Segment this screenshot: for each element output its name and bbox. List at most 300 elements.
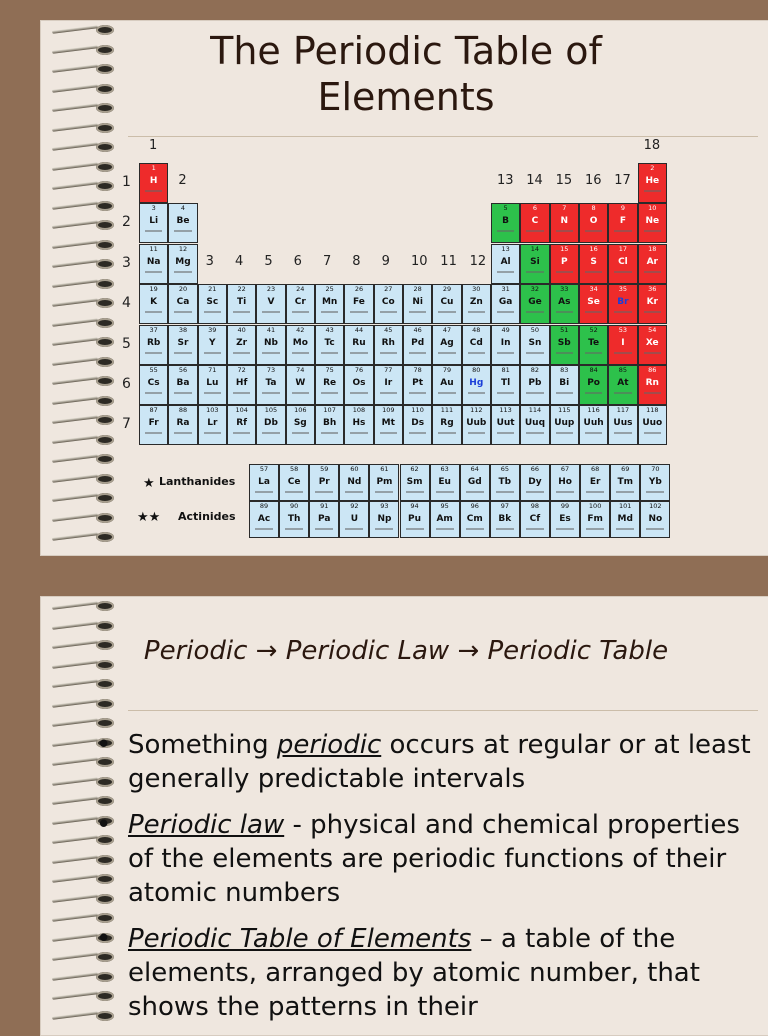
atomic-mass-mark [255, 491, 273, 493]
ring-icon [52, 143, 120, 151]
element-symbol: Tc [324, 337, 335, 348]
atomic-number: 67 [560, 465, 570, 473]
group-label-17: 17 [614, 173, 631, 188]
atomic-number: 101 [619, 502, 632, 510]
ring-icon [52, 377, 120, 385]
element-tl [491, 365, 520, 405]
element-es [550, 501, 580, 538]
element-ge [520, 284, 549, 324]
atomic-number: 53 [618, 325, 628, 334]
atomic-number: 115 [558, 406, 571, 415]
atomic-mass-mark [438, 352, 455, 354]
ring-icon [52, 680, 120, 688]
atomic-number: 62 [410, 465, 419, 473]
element-symbol: Al [500, 256, 511, 267]
element-sc [198, 284, 227, 324]
element-sr [168, 325, 197, 365]
element-symbol: Eu [438, 477, 451, 487]
element-symbol: Pa [318, 514, 331, 524]
atomic-mass-mark [350, 311, 367, 313]
ring-icon [52, 163, 120, 171]
element-symbol: Mo [292, 337, 308, 348]
atomic-number: 26 [354, 285, 364, 294]
atomic-number: 46 [413, 325, 422, 334]
element-pa [309, 501, 339, 538]
element-co [374, 284, 403, 324]
element-symbol: Md [617, 514, 633, 524]
atomic-number: 55 [149, 366, 158, 374]
element-sn [520, 325, 549, 365]
atomic-mass-mark [145, 230, 162, 232]
element-symbol: Sn [528, 337, 542, 348]
element-ir [374, 365, 403, 405]
atomic-mass-mark [556, 352, 573, 354]
element-symbol: Br [617, 297, 629, 308]
element-symbol: Uus [613, 418, 633, 429]
element-rg [432, 405, 461, 445]
element-re [315, 365, 344, 405]
atomic-number: 49 [501, 325, 510, 334]
atomic-number: 20 [178, 285, 188, 294]
atomic-mass-mark [345, 491, 363, 493]
atomic-mass-mark [497, 392, 514, 394]
atomic-number: 23 [266, 285, 276, 294]
atomic-mass-mark [145, 432, 162, 434]
atomic-number: 22 [237, 285, 246, 294]
element-symbol: Ar [646, 256, 658, 267]
atomic-mass-mark [233, 352, 250, 354]
element-uus [608, 405, 637, 445]
atomic-number: 105 [264, 406, 278, 415]
element-ce [279, 464, 309, 501]
element-symbol: Cd [469, 337, 483, 348]
element-rf [227, 405, 256, 445]
element-np [369, 501, 399, 538]
element-symbol: La [258, 477, 270, 487]
element-s [579, 244, 608, 284]
atomic-number: 10 [648, 204, 657, 213]
element-symbol: Gd [467, 477, 482, 487]
ring-icon [52, 1012, 120, 1020]
atomic-mass-mark [438, 392, 455, 394]
element-bk [490, 501, 520, 538]
atomic-number: 77 [384, 366, 393, 374]
ring-icon [52, 280, 120, 288]
atomic-number: 70 [651, 465, 660, 473]
atomic-number: 56 [178, 366, 188, 374]
element-symbol: Ge [528, 297, 542, 308]
atomic-number: 48 [472, 325, 481, 334]
element-y [198, 325, 227, 365]
group-label-1: 1 [149, 138, 158, 153]
element-db [256, 405, 285, 445]
element-symbol: Uut [496, 418, 515, 429]
atomic-number: 75 [325, 366, 334, 374]
slide-heading: Periodic → Periodic Law → Periodic Table [143, 636, 669, 666]
element-symbol: Ta [265, 378, 277, 388]
atomic-mass-mark [497, 271, 514, 273]
atomic-number: 91 [320, 502, 329, 510]
element-ca [168, 284, 197, 324]
group-label-16: 16 [584, 173, 602, 188]
atomic-mass-mark [409, 432, 426, 434]
atomic-mass-mark [526, 432, 543, 434]
element-uuq [520, 405, 549, 445]
atomic-number: 31 [501, 285, 510, 294]
element-symbol: Po [587, 378, 600, 388]
atomic-mass-mark [614, 230, 631, 232]
atomic-number: 6 [532, 204, 538, 213]
element-symbol: Mn [321, 297, 338, 308]
element-na [139, 244, 168, 284]
element-cm [460, 501, 490, 538]
element-u [339, 501, 369, 538]
element-symbol: Y [209, 337, 216, 348]
element-symbol: Es [559, 514, 571, 524]
atomic-mass-mark [556, 432, 573, 434]
atomic-number: 102 [649, 502, 662, 510]
element-uut [491, 405, 520, 445]
atomic-mass-mark [497, 432, 514, 434]
element-as [550, 284, 579, 324]
element-zn [462, 284, 491, 324]
atomic-mass-mark [436, 491, 454, 493]
element-symbol: Uuh [583, 418, 604, 429]
atomic-number: 51 [560, 325, 569, 334]
element-cs [139, 365, 168, 405]
atomic-mass-mark [585, 352, 602, 354]
element-kr [638, 284, 667, 324]
element-symbol: Bi [559, 378, 570, 388]
element-symbol: Sm [406, 477, 423, 487]
element-symbol: Be [176, 216, 190, 227]
ring-icon [52, 602, 120, 610]
atomic-mass-mark [375, 528, 393, 530]
atomic-number: 112 [470, 406, 483, 415]
element-pm [369, 464, 399, 501]
element-zr [227, 325, 256, 365]
element-symbol: K [150, 297, 158, 308]
ring-icon [52, 338, 120, 346]
element-symbol: Nd [347, 477, 362, 487]
atomic-number: 78 [413, 366, 422, 374]
star-icon: ★ [143, 476, 155, 491]
atomic-number: 58 [290, 465, 299, 473]
ring-icon [52, 778, 120, 786]
atomic-number: 98 [530, 502, 540, 510]
atomic-number: 36 [648, 285, 657, 294]
atomic-number: 64 [470, 465, 479, 473]
element-te [579, 325, 608, 365]
group-label-14: 14 [526, 173, 543, 188]
element-symbol: Au [440, 378, 454, 388]
atomic-mass-mark [321, 311, 338, 313]
atomic-number: 114 [528, 406, 542, 415]
element-symbol: Ag [440, 337, 454, 348]
ring-icon [52, 700, 120, 708]
atomic-mass-mark [466, 528, 484, 530]
atomic-number: 15 [560, 244, 569, 253]
atomic-mass-mark [556, 230, 573, 232]
element-symbol: Pr [318, 477, 330, 487]
element-p [550, 244, 579, 284]
bullet-periodic: Something periodic occurs at regular or at least generally predictable intervals [128, 730, 751, 794]
atomic-mass-mark [614, 432, 631, 434]
element-symbol: Nb [263, 337, 278, 348]
atomic-mass-mark [204, 311, 221, 313]
atomic-mass-mark [174, 432, 191, 434]
atomic-number: 47 [442, 325, 452, 334]
atomic-mass-mark [496, 528, 514, 530]
atomic-number: 103 [206, 406, 219, 415]
element-symbol: Fm [587, 514, 603, 524]
element-mt [374, 405, 403, 445]
element-symbol: Sr [177, 337, 189, 348]
atomic-mass-mark [233, 392, 250, 394]
atomic-number: 16 [589, 244, 598, 253]
title-line-2: Elements [317, 75, 495, 119]
element-uub [462, 405, 491, 445]
element-er [580, 464, 610, 501]
element-li [139, 203, 168, 243]
element-mo [286, 325, 315, 365]
element-po [579, 365, 608, 405]
element-k [139, 284, 168, 324]
atomic-mass-mark [262, 352, 279, 354]
atomic-mass-mark [292, 432, 309, 434]
atomic-mass-mark [145, 311, 162, 313]
atomic-mass-mark [526, 491, 544, 493]
group-label-11: 11 [440, 254, 457, 269]
atomic-mass-mark [586, 528, 604, 530]
atomic-number: 30 [472, 285, 481, 294]
atomic-mass-mark [174, 271, 191, 273]
element-symbol: Zn [469, 297, 483, 308]
element-symbol: Cf [529, 514, 541, 524]
ring-icon [52, 475, 120, 483]
atomic-number: 100 [588, 502, 602, 510]
ring-icon [52, 436, 120, 444]
element-symbol: At [617, 378, 629, 388]
element-sm [400, 464, 430, 501]
atomic-mass-mark [644, 311, 661, 313]
atomic-number: 69 [621, 465, 630, 473]
element-mg [168, 244, 197, 284]
atomic-number: 59 [320, 465, 329, 473]
atomic-mass-mark [204, 432, 221, 434]
atomic-mass-mark [375, 491, 393, 493]
slide-title [40, 28, 768, 120]
ring-icon [52, 797, 120, 805]
ring-icon [52, 241, 120, 249]
heading-divider [128, 710, 758, 711]
element-symbol: Sb [557, 337, 571, 348]
group-label-4: 4 [234, 254, 244, 269]
element-la [249, 464, 279, 501]
atomic-mass-mark [466, 491, 484, 493]
element-pt [403, 365, 432, 405]
atomic-mass-mark [438, 311, 455, 313]
group-label-5: 5 [264, 254, 273, 269]
atomic-mass-mark [556, 528, 574, 530]
element-symbol: Tm [617, 477, 633, 487]
atomic-mass-mark [585, 271, 602, 273]
atomic-mass-mark [556, 392, 573, 394]
element-symbol: Tl [501, 378, 511, 388]
atomic-number: 89 [259, 502, 269, 510]
element-ni [403, 284, 432, 324]
atomic-mass-mark [292, 352, 309, 354]
atomic-number: 54 [648, 325, 657, 334]
element-bh [315, 405, 344, 445]
title-line-1: The Periodic Table of [210, 29, 602, 73]
atomic-number: 37 [149, 325, 158, 334]
element-uup [550, 405, 579, 445]
atomic-mass-mark [350, 392, 367, 394]
element-ac [249, 501, 279, 538]
atomic-mass-mark [321, 432, 338, 434]
ring-icon [52, 416, 120, 424]
element-symbol: Re [323, 378, 337, 388]
element-symbol: Ru [352, 337, 366, 348]
element-be [168, 203, 197, 243]
element-ar [638, 244, 667, 284]
atomic-mass-mark [614, 352, 631, 354]
atomic-number: 3 [151, 204, 156, 213]
atomic-number: 84 [589, 366, 598, 374]
group-label-3: 3 [205, 254, 214, 269]
element-ga [491, 284, 520, 324]
ring-icon [52, 397, 120, 405]
element-symbol: Bk [498, 514, 512, 524]
atomic-number: 71 [208, 366, 217, 374]
element-symbol: Ga [498, 297, 513, 308]
element-uuh [579, 405, 608, 445]
element-symbol: Hf [235, 378, 248, 388]
element-ta [256, 365, 285, 405]
element-symbol: Rf [236, 418, 248, 429]
group-label-18: 18 [643, 138, 661, 153]
ring-icon [52, 875, 120, 883]
element-symbol: Dy [528, 477, 542, 487]
title-divider [128, 136, 758, 137]
element-symbol: Na [146, 256, 161, 267]
atomic-number: 17 [618, 244, 628, 253]
atomic-mass-mark [556, 271, 573, 273]
element-symbol: Ce [287, 477, 301, 487]
atomic-mass-mark [350, 352, 367, 354]
atomic-mass-mark [644, 432, 661, 434]
element-symbol: B [502, 216, 510, 227]
atomic-mass-mark [556, 311, 573, 313]
element-ra [168, 405, 197, 445]
ring-icon [52, 202, 120, 210]
ring-icon [52, 455, 120, 463]
atomic-mass-mark [526, 230, 543, 232]
element-symbol: Ds [411, 418, 425, 429]
atomic-mass-mark [406, 528, 424, 530]
group-label-2: 2 [178, 173, 187, 188]
atomic-mass-mark [644, 392, 661, 394]
lanthanides-label: Lanthanides [159, 475, 236, 488]
atomic-mass-mark [614, 311, 631, 313]
element-symbol: U [350, 514, 358, 524]
element-am [430, 501, 460, 538]
element-symbol: Pm [376, 477, 393, 487]
element-symbol: Ra [176, 418, 190, 429]
element-symbol: C [531, 216, 539, 227]
element-symbol: As [558, 297, 571, 308]
atomic-mass-mark [145, 190, 162, 192]
bullet-periodic-table: Periodic Table of Elements – a table of the elements, arranged by atomic number, that shows the patterns in their [128, 924, 700, 1022]
element-i [608, 325, 637, 365]
element-hs [344, 405, 373, 445]
element-dy [520, 464, 550, 501]
element-tb [490, 464, 520, 501]
atomic-mass-mark [526, 528, 544, 530]
atomic-number: 73 [266, 366, 276, 374]
element-n [550, 203, 579, 243]
element-ru [344, 325, 373, 365]
atomic-mass-mark [380, 311, 397, 313]
actinides-label: Actinides [178, 510, 236, 523]
atomic-mass-mark [174, 230, 191, 232]
element-symbol: Rh [381, 337, 395, 348]
element-md [610, 501, 640, 538]
atomic-mass-mark [285, 491, 303, 493]
bullet-icon: • [96, 730, 112, 760]
atomic-mass-mark [497, 230, 514, 232]
element-pu [400, 501, 430, 538]
atomic-mass-mark [644, 271, 661, 273]
atomic-mass-mark [315, 528, 333, 530]
element-eu [430, 464, 460, 501]
element-c [520, 203, 549, 243]
element-v [256, 284, 285, 324]
element-br [608, 284, 637, 324]
element-b [491, 203, 520, 243]
element-os [344, 365, 373, 405]
group-label-6: 6 [293, 254, 302, 269]
atomic-mass-mark [350, 432, 367, 434]
atomic-mass-mark [468, 352, 485, 354]
atomic-number: 92 [350, 502, 359, 510]
atomic-number: 74 [296, 366, 305, 374]
element-symbol: Os [352, 378, 366, 388]
element-symbol: Mg [175, 256, 191, 267]
element-symbol: S [590, 256, 597, 267]
element-yb [640, 464, 670, 501]
group-label-9: 9 [381, 254, 390, 269]
element-rh [374, 325, 403, 365]
atomic-number: 93 [380, 502, 389, 510]
element-cr [286, 284, 315, 324]
atomic-number: 113 [499, 406, 512, 415]
ring-icon [52, 992, 120, 1000]
atomic-number: 19 [149, 285, 158, 294]
atomic-number: 11 [149, 244, 158, 253]
group-label-10: 10 [410, 254, 428, 269]
atomic-number: 104 [235, 406, 248, 415]
element-lu [198, 365, 227, 405]
element-symbol: Bh [322, 418, 337, 429]
atomic-mass-mark [585, 392, 602, 394]
element-pr [309, 464, 339, 501]
element-symbol: Si [530, 256, 540, 267]
atomic-mass-mark [262, 311, 279, 313]
ring-icon [52, 358, 120, 366]
group-label-8: 8 [352, 254, 361, 269]
